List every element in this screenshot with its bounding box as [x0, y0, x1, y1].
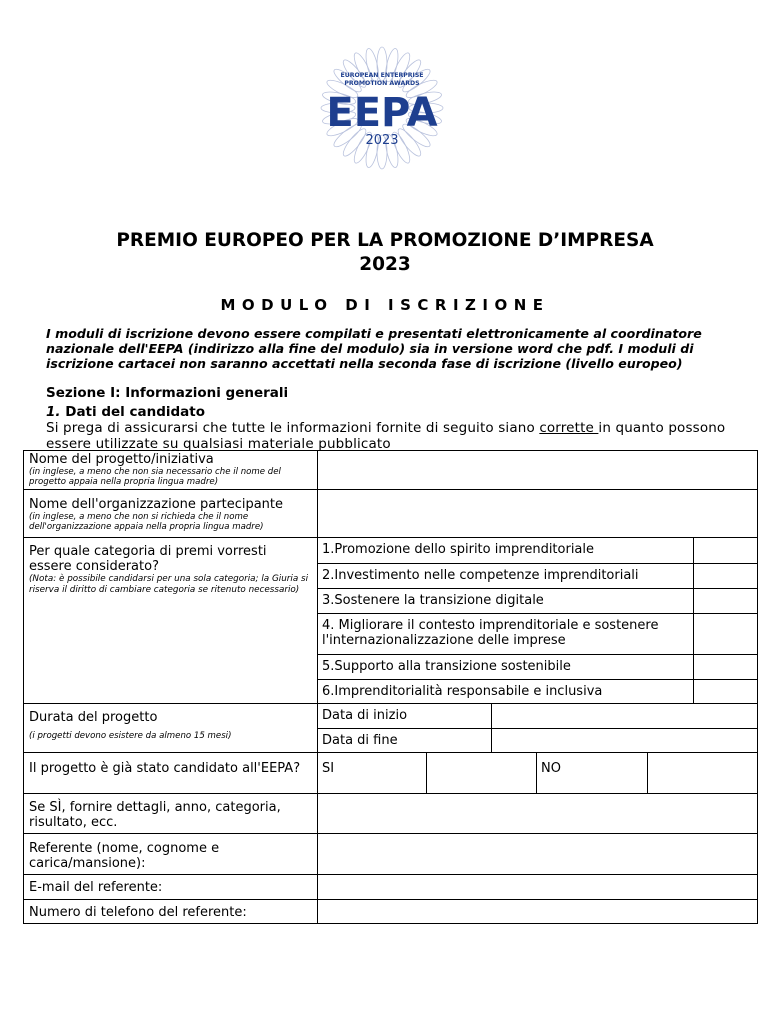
- category-checkbox-4[interactable]: [693, 613, 758, 655]
- project-name-field[interactable]: [317, 450, 758, 490]
- end-date-field[interactable]: [491, 728, 758, 753]
- end-date-label: Data di fine: [317, 728, 492, 753]
- category-checkbox-2[interactable]: [693, 563, 758, 589]
- logo-acronym: EEPA: [326, 90, 438, 136]
- referent-label: Referente (nome, cognome e carica/mansione):: [23, 833, 318, 875]
- application-form-table: [23, 450, 758, 924]
- duration-label-cell: [23, 703, 318, 753]
- intro-text-before: Si prega di assicurarsi che tutte le informazioni fornite di seguito siano: [46, 420, 540, 436]
- logo-year: 2023: [365, 133, 399, 148]
- referent-field[interactable]: [317, 833, 758, 875]
- previous-application-label: Il progetto è già stato candidato all'EEPA?: [23, 752, 318, 794]
- intro-text-underlined: corrette: [539, 420, 599, 436]
- org-name-note: (in inglese, a meno che non si richieda che il nome dell'organizzazione appaia nella propria lingua madre): [29, 512, 264, 532]
- subsection-number: 1.: [46, 404, 61, 420]
- category-checkbox-5[interactable]: [693, 654, 758, 680]
- category-label: Per quale categoria di premi vorresti essere considerato?: [29, 544, 267, 574]
- duration-note: (i progetti devono esistere da almeno 15 mesi): [29, 731, 232, 741]
- category-option-4: 4. Migliorare il contesto imprenditoriale e sostenere l'internazionalizzazione delle imprese: [317, 613, 694, 655]
- category-option-5: 5.Supporto alla transizione sostenibile: [317, 654, 694, 680]
- logo-line2: PROMOTION AWARDS: [344, 80, 420, 87]
- submission-notice: I moduli di iscrizione devono essere compilati e presentati elettronicamente al coordinatore nazionale dell'EEPA (indirizzo alla fine del modulo) sia in versione word che pdf. I moduli di iscrizione cartacei non saranno accettati nella seconda fase di iscrizione (livello europeo): [46, 326, 702, 371]
- previous-no-label: NO: [536, 752, 648, 794]
- title-line2: 2023: [359, 254, 411, 275]
- phone-label: Numero di telefono del referente:: [23, 899, 318, 924]
- project-name-label: Nome del progetto/iniziativa: [29, 452, 214, 467]
- section-title: Sezione I: Informazioni generali: [46, 385, 289, 401]
- email-label: E-mail del referente:: [23, 874, 318, 900]
- email-field[interactable]: [317, 874, 758, 900]
- category-option-3: 3.Sostenere la transizione digitale: [317, 588, 694, 614]
- category-checkbox-6[interactable]: [693, 679, 758, 704]
- previous-no-checkbox[interactable]: [647, 752, 758, 794]
- category-checkbox-1[interactable]: [693, 537, 758, 564]
- project-name-label-cell: [23, 450, 318, 490]
- eepa-logo: [320, 44, 444, 172]
- org-name-label-cell: [23, 489, 318, 538]
- eepa-logo-graphic: [320, 44, 444, 172]
- org-name-label: Nome dell'organizzazione partecipante: [29, 497, 284, 512]
- category-checkbox-3[interactable]: [693, 588, 758, 614]
- previous-yes-checkbox[interactable]: [426, 752, 537, 794]
- details-label: Se SÌ, fornire dettagli, anno, categoria, risultato, ecc.: [23, 793, 318, 834]
- details-field[interactable]: [317, 793, 758, 834]
- category-note: (Nota: è possibile candidarsi per una sola categoria; la Giuria si riserva il diritto di cambiare categoria se ritenuto necessario): [29, 574, 309, 595]
- category-option-1: 1.Promozione dello spirito imprenditoriale: [317, 537, 694, 564]
- page-title: [0, 229, 770, 277]
- category-option-2: 2.Investimento nelle competenze imprenditoriali: [317, 563, 694, 589]
- project-name-note: (in inglese, a meno che non sia necessario che il nome del progetto appaia nella propria lingua madre): [29, 467, 281, 487]
- start-date-field[interactable]: [491, 703, 758, 729]
- duration-label: Durata del progetto: [29, 710, 158, 725]
- category-option-6: 6.Imprenditorialità responsabile e inclusiva: [317, 679, 694, 704]
- previous-yes-label: SI: [317, 752, 427, 794]
- title-line1: PREMIO EUROPEO PER LA PROMOZIONE D’IMPRESA: [116, 230, 654, 251]
- subsection-title: [46, 404, 205, 420]
- subsection-label: Dati del candidato: [65, 404, 205, 420]
- start-date-label: Data di inizio: [317, 703, 492, 729]
- section-intro: [46, 420, 736, 452]
- org-name-field[interactable]: [317, 489, 758, 538]
- form-subtitle: MODULO DI ISCRIZIONE: [220, 296, 550, 314]
- intro-text-after: in quanto possono essere utilizzate su qualsiasi materiale pubblicato: [46, 420, 726, 452]
- logo-line1: EUROPEAN ENTERPRISE: [340, 72, 424, 79]
- phone-field[interactable]: [317, 899, 758, 924]
- category-label-cell: [23, 537, 318, 704]
